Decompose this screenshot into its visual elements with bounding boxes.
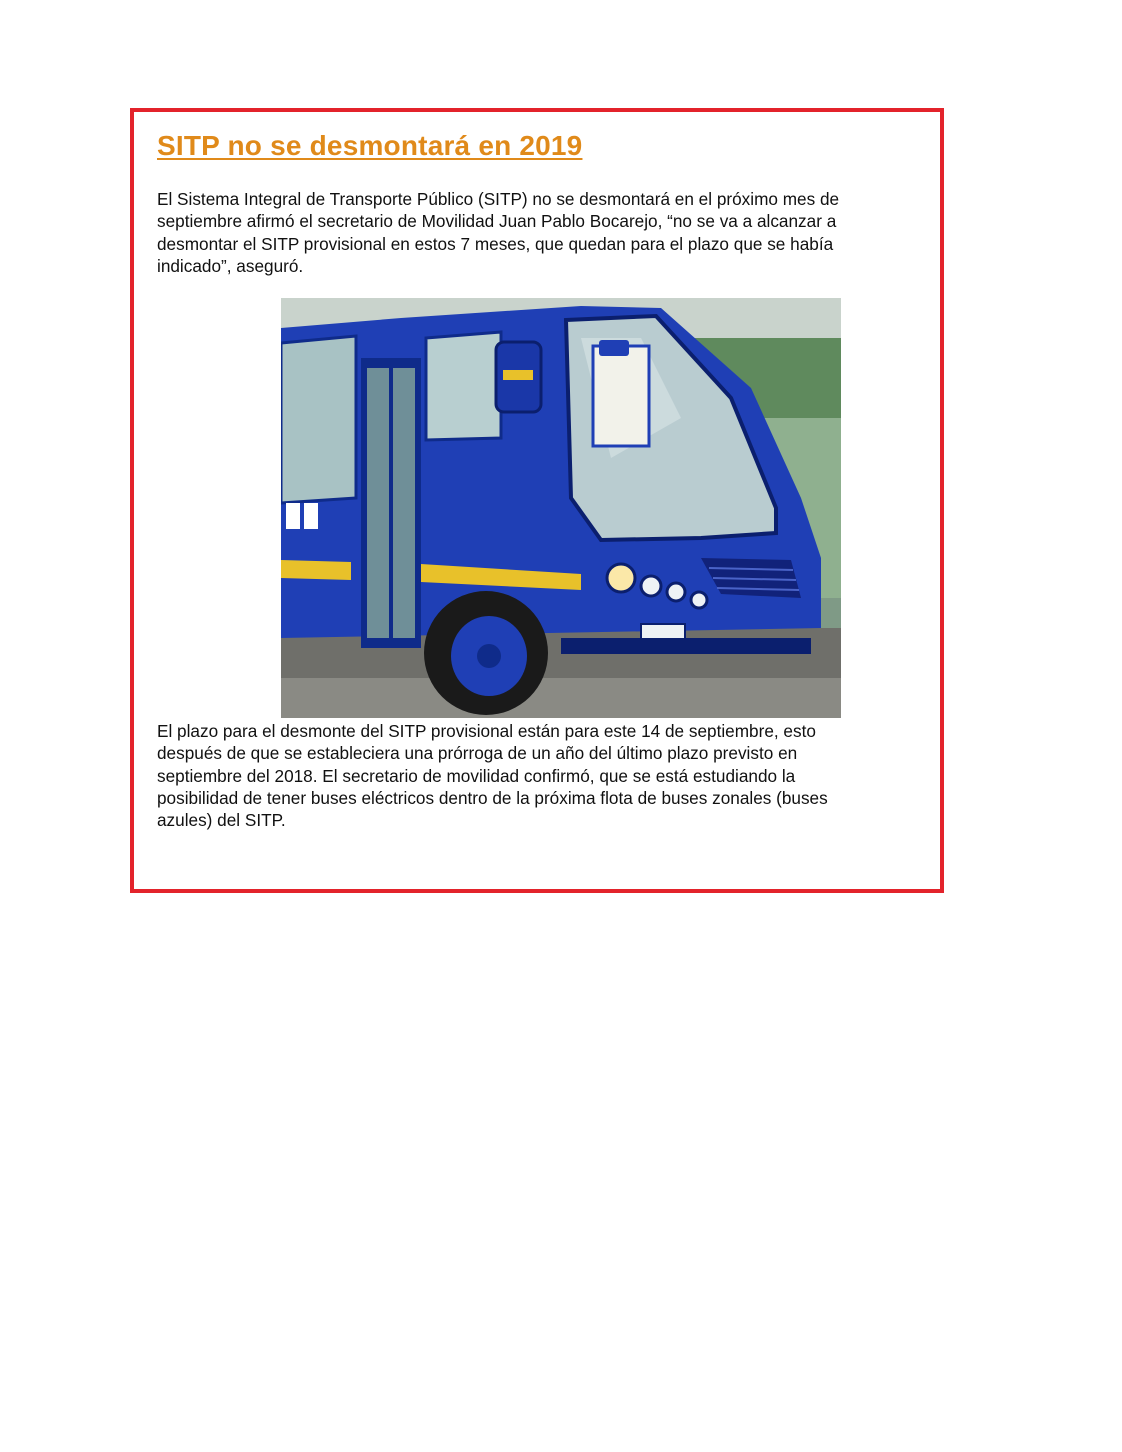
bus-photo [281, 298, 841, 718]
article-paragraph-deadline: El plazo para el desmonte del SITP provisional están para este 14 de septiembre, esto después de que se estableciera una prórroga de un año del último plazo previsto en septiembre del 2018. El secretario de movilidad confirmó, que se está estudiando la posibilidad de tener buses eléctricos dentro de la próxima flota de buses zonales (buses azules) del SITP. [157, 721, 828, 831]
route-sign [593, 346, 649, 446]
article-paragraph-intro: El Sistema Integral de Transporte Público (SITP) no se desmontará en el próximo mes de septiembre afirmó el secretario de Movilidad Juan Pablo Bocarejo, “no se va a alcanzar a desmontar el SITP provisional en estos 7 meses, que quedan para el plazo que se había indicado”, aseguró. [157, 189, 840, 276]
article-title: SITP no se desmontará en 2019 [157, 130, 583, 161]
bus-illustration [281, 298, 841, 718]
article-frame [130, 108, 944, 893]
